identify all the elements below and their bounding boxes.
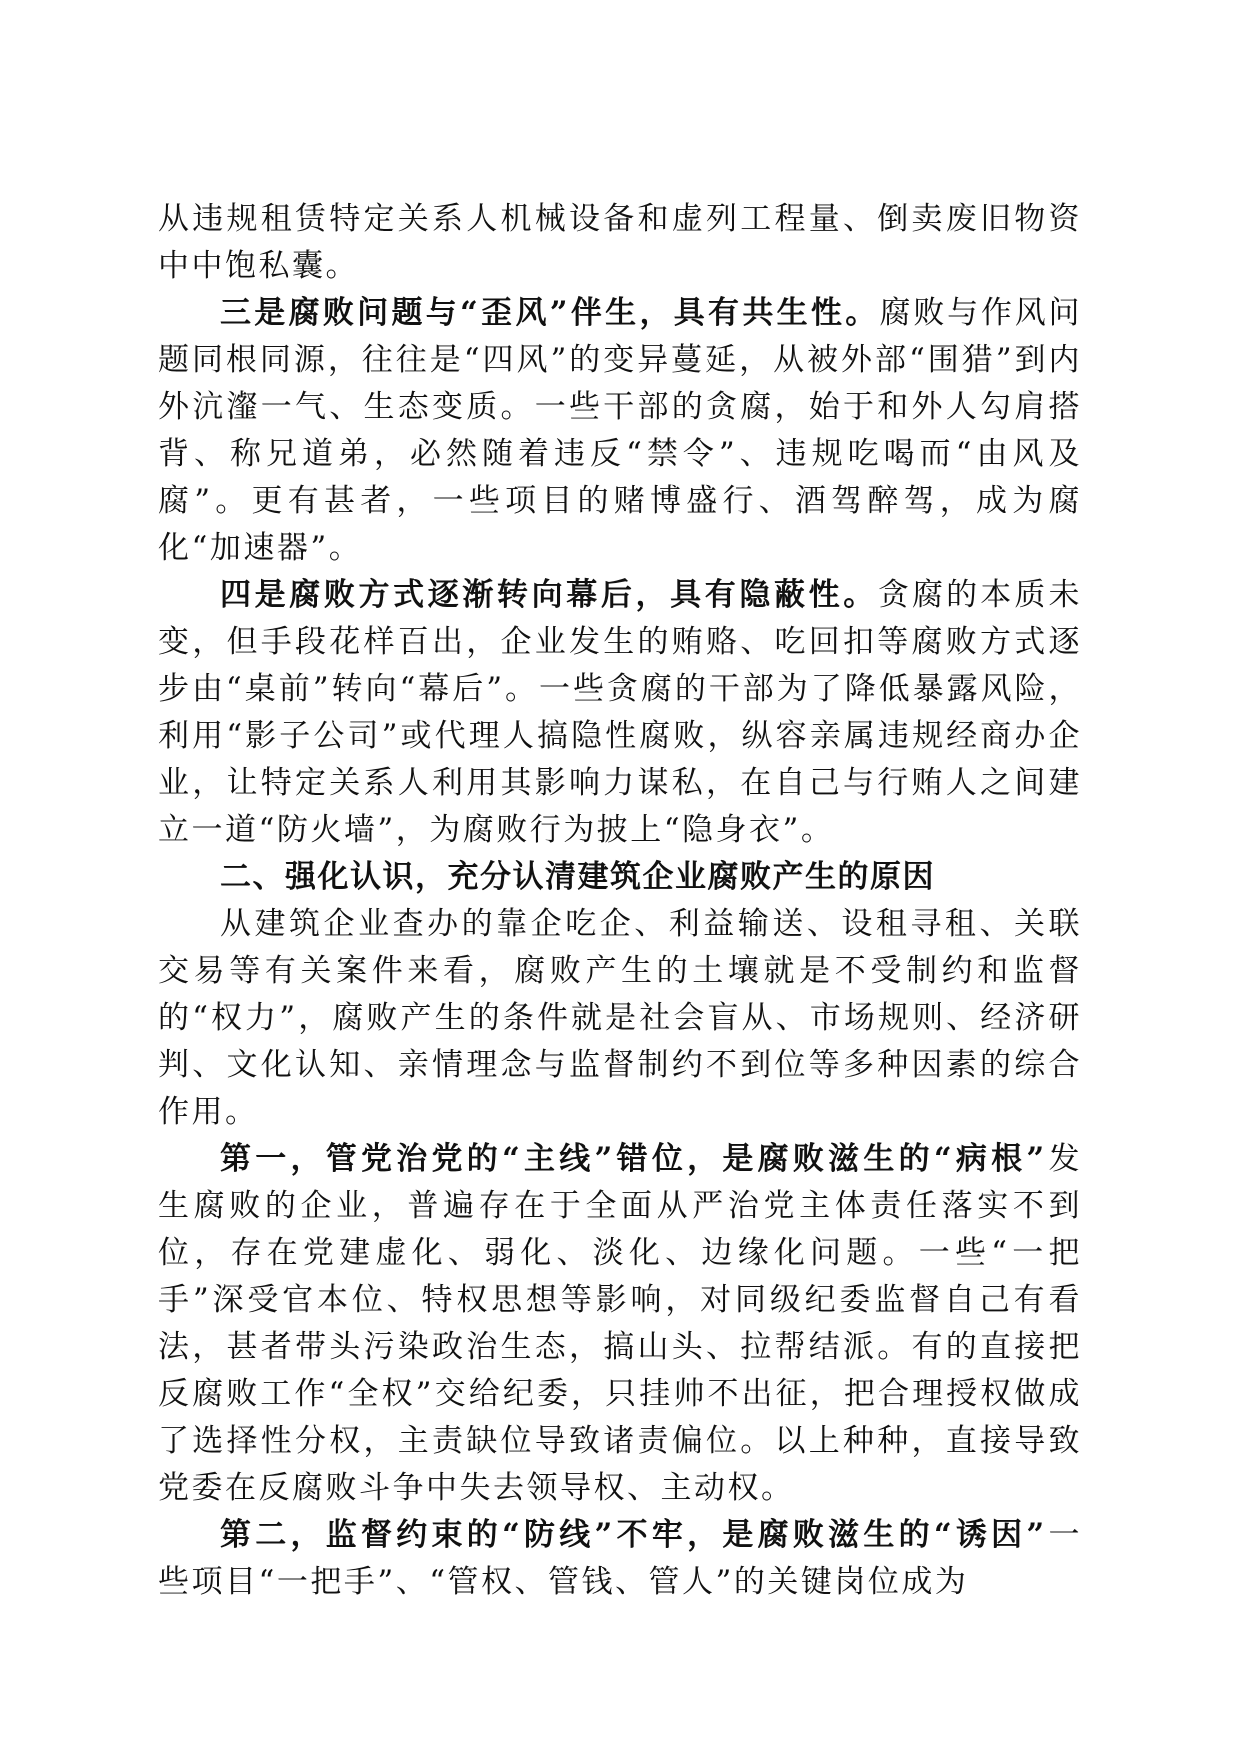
section-heading: 二、强化认识，充分认清建筑企业腐败产生的原因 xyxy=(220,859,935,895)
paragraph-text: 发生腐败的企业，普遍存在于全面从严治党主体责任落实不到位，存在党建虚化、弱化、淡化、边缘化问题。一些“一把手”深受官本位、特权思想等影响，对同级纪委监督自己有看法，甚者带头污染政治生态，搞山头、拉帮结派。有的直接把反腐败工作“全权”交给纪委，只挂帅不出征，把合理授权做成了选择性分权，主责缺位导致诸责偏位。以上种种，直接导致党委在反腐败斗争中失去领导权、主动权。 xyxy=(158,1141,1082,1506)
paragraph-lead: 三是腐败问题与“歪风”伴生，具有共生性。 xyxy=(220,295,880,331)
paragraph-first xyxy=(158,1136,1082,1512)
paragraph-second xyxy=(158,1512,1082,1606)
paragraph-lead: 第二，监督约束的“防线”不牢，是腐败滋生的“诱因” xyxy=(220,1517,1048,1553)
paragraph-text: 贪腐的本质未变，但手段花样百出，企业发生的贿赂、吃回扣等腐败方式逐步由“桌前”转向“幕后”。一些贪腐的干部为了降低暴露风险，利用“影子公司”或代理人搞隐性腐败，纵容亲属违规经商办企业，让特定关系人利用其影响力谋私，在自己与行贿人之间建立一道“防火墙”，为腐败行为披上“隐身衣”。 xyxy=(158,577,1082,848)
paragraph-lead: 四是腐败方式逐渐转向幕后，具有隐蔽性。 xyxy=(220,577,878,613)
paragraph-text: 从建筑企业查办的靠企吃企、利益输送、设租寻租、关联交易等有关案件来看，腐败产生的土壤就是不受制约和监督的“权力”，腐败产生的条件就是社会盲从、市场规则、经济研判、文化认知、亲情理念与监督制约不到位等多种因素的综合作用。 xyxy=(158,906,1082,1130)
paragraph-text: 腐败与作风问题同根同源，往往是“四风”的变异蔓延，从被外部“围猎”到内外沆瀣一气、生态变质。一些干部的贪腐，始于和外人勾肩搭背、称兄道弟，必然随着违反“禁令”、违规吃喝而“由风及腐”。更有甚者，一些项目的赌博盛行、酒驾醉驾，成为腐化“加速器”。 xyxy=(158,295,1082,566)
paragraph-point-four xyxy=(158,572,1082,854)
paragraph-text: 从违规租赁特定关系人机械设备和虚列工程量、倒卖废旧物资中中饱私囊。 xyxy=(158,201,1082,284)
paragraph-lead: 第一，管党治党的“主线”错位，是腐败滋生的“病根” xyxy=(220,1141,1048,1177)
paragraph-point-three xyxy=(158,290,1082,572)
paragraph-continuation xyxy=(158,196,1082,290)
paragraph-text: 一些项目“一把手”、“管权、管钱、管人”的关键岗位成为 xyxy=(158,1517,1082,1600)
paragraph-intro xyxy=(158,901,1082,1136)
document-page xyxy=(158,196,1082,1606)
